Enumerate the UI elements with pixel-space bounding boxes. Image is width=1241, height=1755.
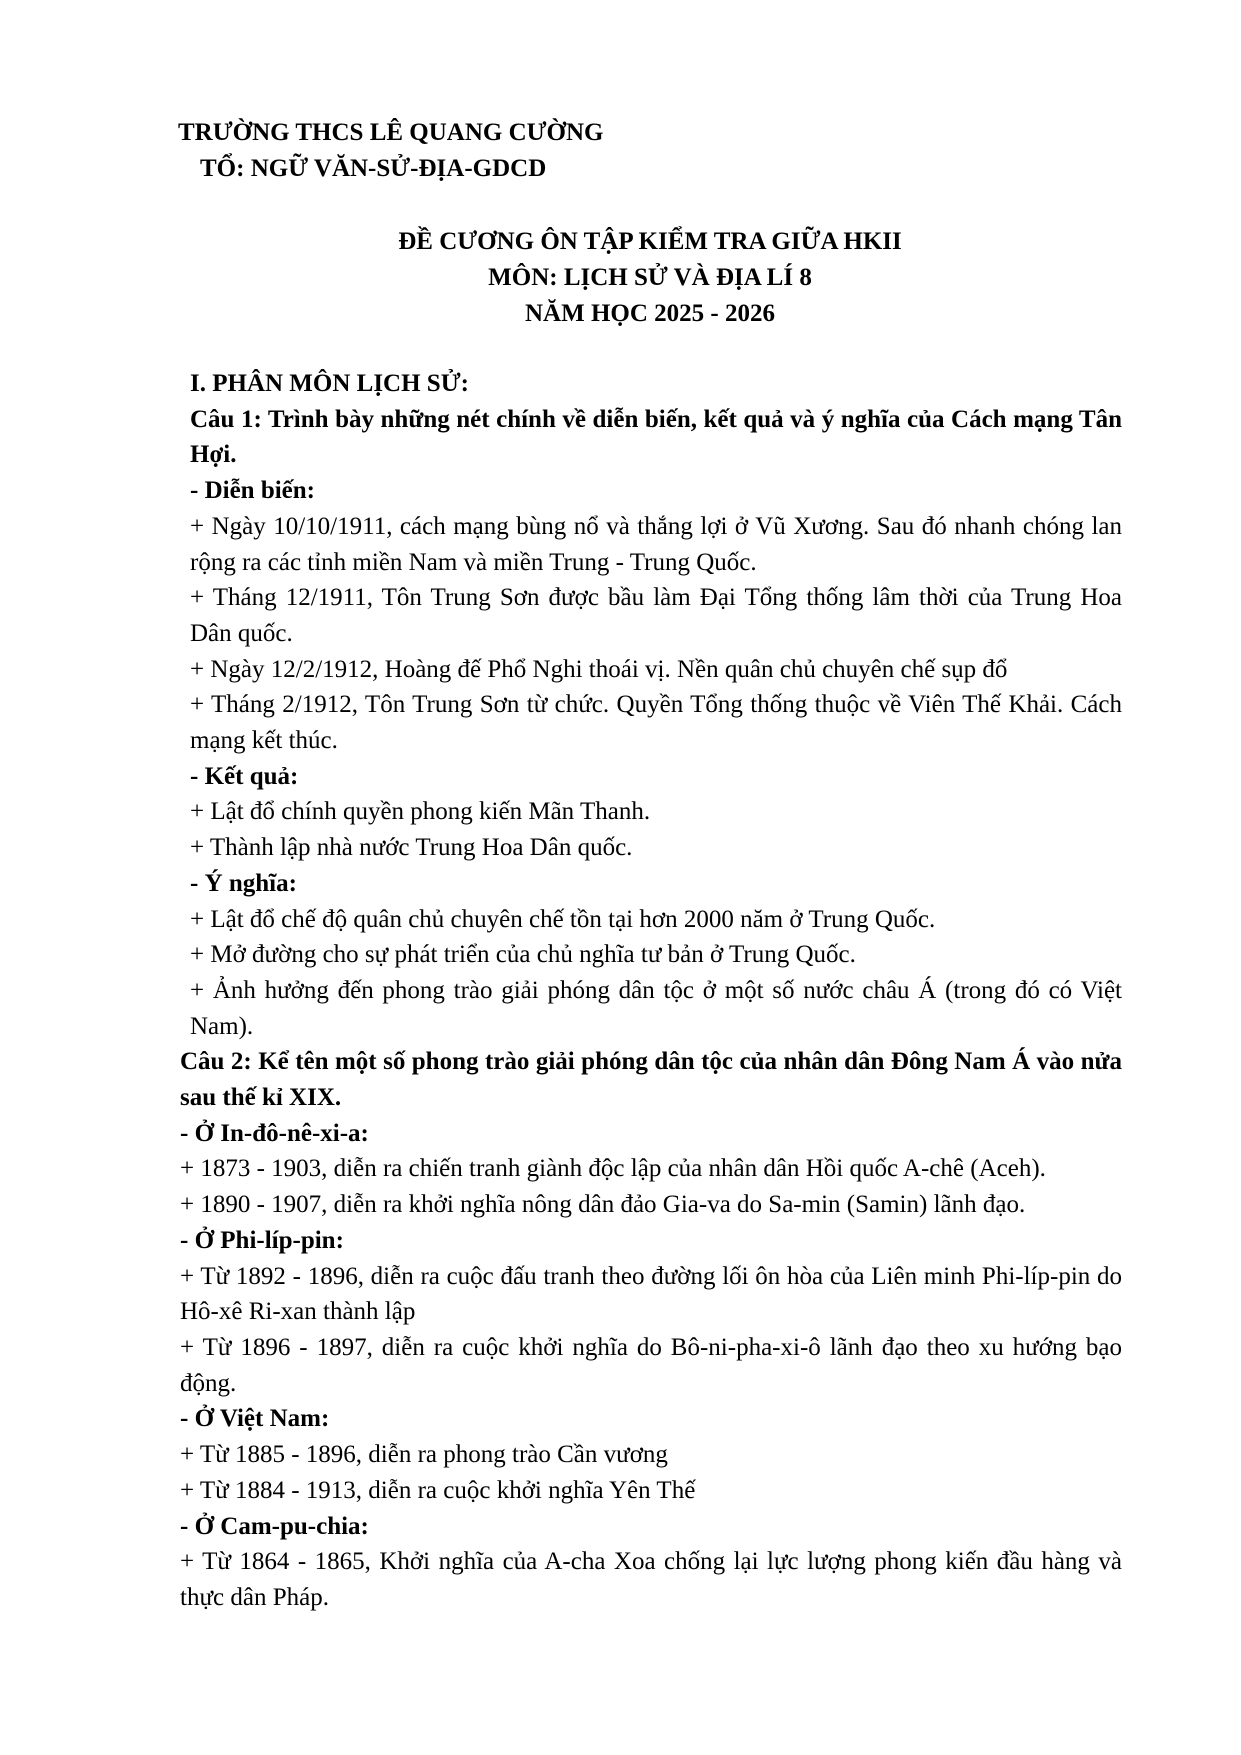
section-heading-history: I. PHÂN MÔN LỊCH SỬ: [190, 370, 469, 397]
q2-cambodia-label: - Ở Cam-pu-chia: [180, 1512, 369, 1540]
q1-dien-bien-item: + Ngày 10/10/1911, cách mạng bùng nổ và thắng lợi ở Vũ Xương. Sau đó nhanh chóng lan rộng ra các tỉnh miền Nam và miền Trung - Trung Quốc. [190, 512, 1122, 576]
q2-vietnam-item: + Từ 1885 - 1896, diễn ra phong trào Cần vương [180, 1441, 668, 1469]
q2-philippines-item: + Từ 1892 - 1896, diễn ra cuộc đấu tranh theo đường lối ôn hòa của Liên minh Phi-líp-pin do Hô-xê Ri-xan thành lập [180, 1262, 1122, 1326]
q2-indonesia-label: - Ở In-đô-nê-xi-a: [180, 1119, 369, 1147]
document-title [0, 224, 1241, 332]
question-2: Câu 2: Kể tên một số phong trào giải phóng dân tộc của nhân dân Đông Nam Á vào nửa sau thế kỉ XIX. [180, 1048, 1122, 1112]
question-1: Câu 1: Trình bày những nét chính về diễn biến, kết quả và ý nghĩa của Cách mạng Tân Hợi. [190, 405, 1122, 469]
document-body [180, 366, 1122, 1616]
q2-indonesia-item: + 1890 - 1907, diễn ra khởi nghĩa nông dân đảo Gia-va do Sa-min (Samin) lãnh đạo. [180, 1191, 1026, 1219]
q1-dien-bien-item: + Ngày 12/2/1912, Hoàng đế Phổ Nghi thoái vị. Nền quân chủ chuyên chế sụp đổ [190, 655, 1008, 683]
department-name: TỔ: NGỮ VĂN-SỬ-ĐỊA-GDCD [200, 155, 547, 182]
q1-y-nghia-label: - Ý nghĩa: [190, 869, 297, 897]
q1-dien-bien-item: + Tháng 2/1912, Tôn Trung Sơn từ chức. Quyền Tổng thống thuộc về Viên Thế Khải. Cách mạng kết thúc. [190, 691, 1122, 755]
q1-ket-qua-item: + Thành lập nhà nước Trung Hoa Dân quốc. [190, 834, 633, 862]
q2-vietnam-item: + Từ 1884 - 1913, diễn ra cuộc khởi nghĩa Yên Thế [180, 1476, 696, 1504]
q1-y-nghia-item: + Mở đường cho sự phát triển của chủ nghĩa tư bản ở Trung Quốc. [190, 941, 856, 969]
q2-philippines-label: - Ở Phi-líp-pin: [180, 1226, 344, 1254]
q2-cambodia-item: + Từ 1864 - 1865, Khởi nghĩa của A-cha Xoa chống lại lực lượng phong kiến đầu hàng và thực dân Pháp. [180, 1548, 1122, 1611]
school-name: TRƯỜNG THCS LÊ QUANG CƯỜNG [178, 119, 604, 146]
q1-dien-bien-label: - Diễn biến: [190, 477, 315, 505]
q2-vietnam-label: - Ở Việt Nam: [180, 1405, 330, 1433]
q1-y-nghia-item: + Ảnh hưởng đến phong trào giải phóng dân tộc ở một số nước châu Á (trong đó có Việt Nam). [190, 976, 1122, 1040]
title-line-2: MÔN: LỊCH SỬ VÀ ĐỊA LÍ 8 [488, 264, 812, 291]
q2-indonesia-item: + 1873 - 1903, diễn ra chiến tranh giành độc lập của nhân dân Hồi quốc A-chê (Aceh). [180, 1155, 1046, 1183]
q1-dien-bien-item: + Tháng 12/1911, Tôn Trung Sơn được bầu làm Đại Tổng thống lâm thời của Trung Hoa Dân quốc. [190, 584, 1122, 647]
title-line-3: NĂM HỌC 2025 - 2026 [525, 300, 775, 327]
q1-ket-qua-item: + Lật đổ chính quyền phong kiến Mãn Thanh. [190, 798, 651, 826]
title-line-1: ĐỀ CƯƠNG ÔN TẬP KIỂM TRA GIỮA HKII [398, 228, 902, 255]
q1-y-nghia-item: + Lật đổ chế độ quân chủ chuyên chế tồn tại hơn 2000 năm ở Trung Quốc. [190, 905, 936, 933]
q1-ket-qua-label: - Kết quả: [190, 762, 299, 790]
q2-philippines-item: + Từ 1896 - 1897, diễn ra cuộc khởi nghĩa do Bô-ni-pha-xi-ô lãnh đạo theo xu hướng bạo động. [180, 1333, 1122, 1397]
